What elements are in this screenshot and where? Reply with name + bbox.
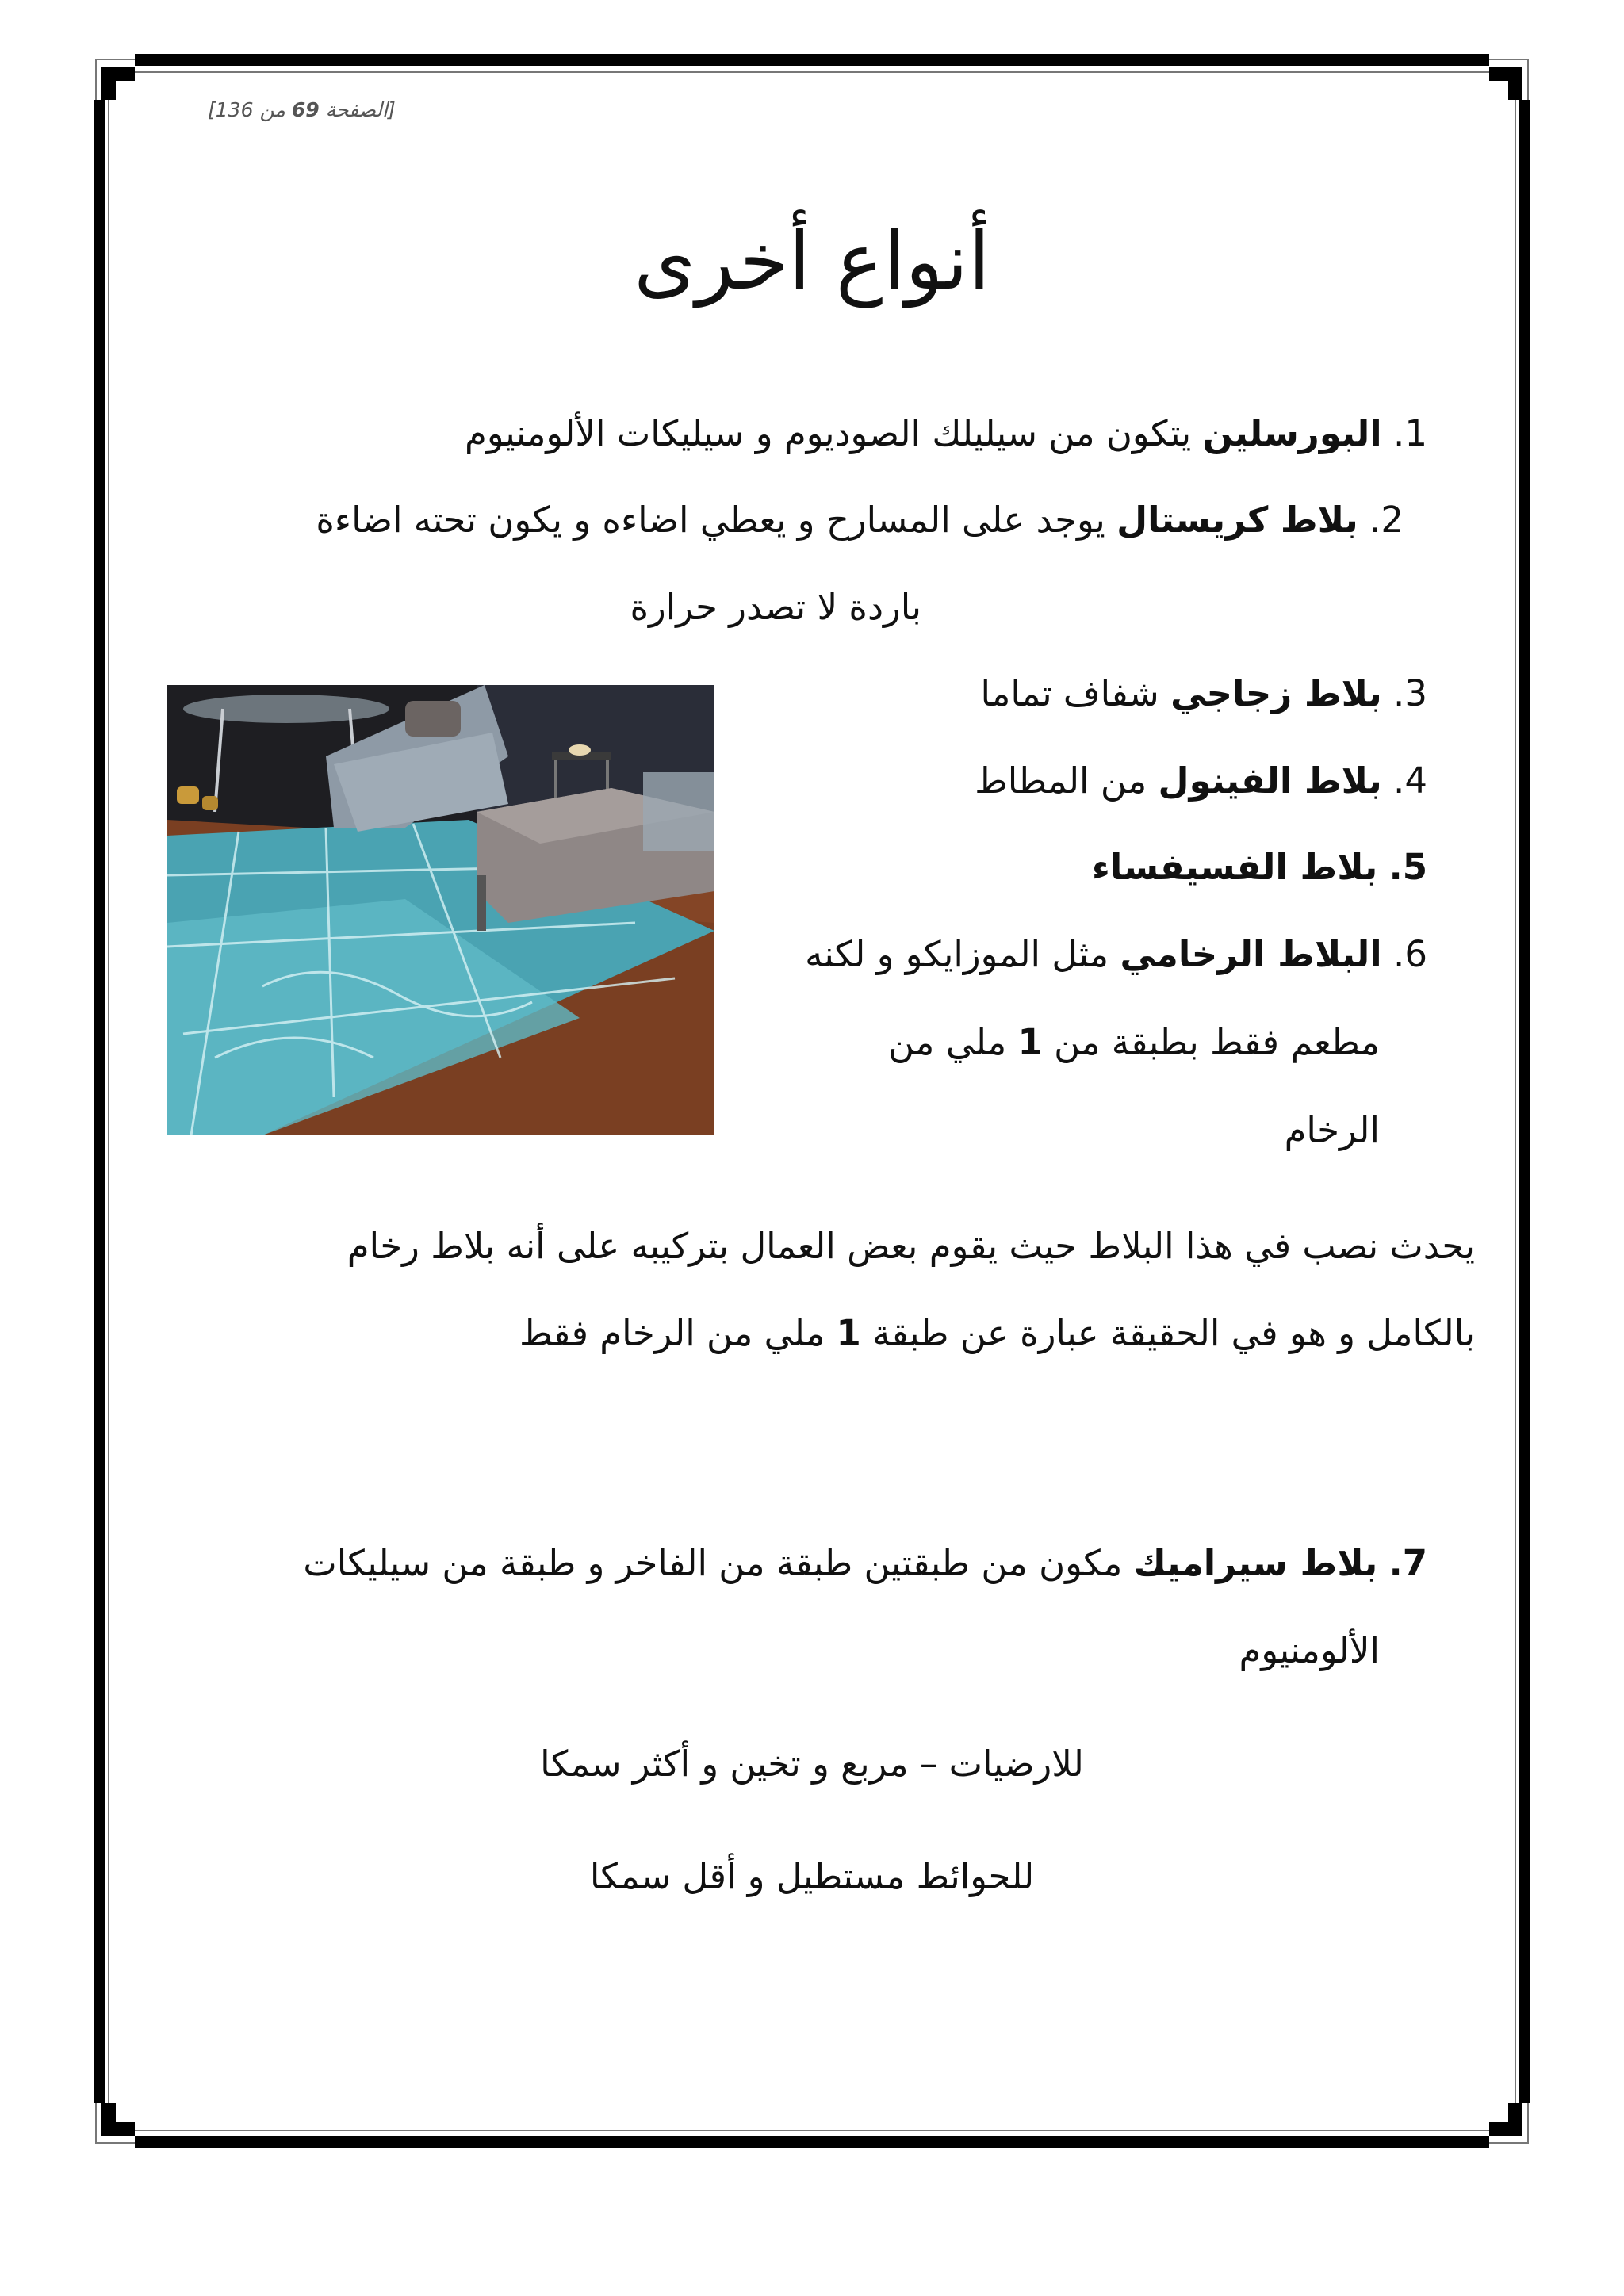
border-right-bar	[1519, 100, 1530, 2103]
list-item-text: من المطاط	[975, 760, 1159, 802]
list-item-1	[465, 410, 1427, 457]
list-item-5	[1092, 844, 1427, 891]
border-top-bar	[135, 54, 1489, 66]
continuation-text: مطعم فقط بطبقة من	[1042, 1021, 1380, 1063]
list-item-number: 6.	[1393, 933, 1427, 975]
list-item-number: 7.	[1388, 1542, 1427, 1584]
list-item-number: 5.	[1388, 846, 1427, 888]
list-item-term: بلاط كريستال	[1116, 499, 1358, 541]
list-item-number: 1.	[1393, 412, 1427, 454]
list-item-text: مكون من طبقتين طبقة من الفاخر و طبقة من سيليكات	[303, 1542, 1134, 1584]
paragraph-text-end: ملي من الرخام فقط	[519, 1312, 837, 1354]
list-item-term: البلاط الرخامي	[1120, 933, 1382, 975]
list-item-2-continuation: باردة لا تصدر حرارة	[630, 586, 921, 628]
list-item-4	[975, 757, 1427, 805]
border-corner-notch-bl	[116, 2103, 135, 2122]
list-item-7	[303, 1540, 1427, 1587]
border-left-bar	[94, 100, 105, 2103]
page-number	[208, 98, 396, 121]
border-corner-notch-tr	[1489, 81, 1508, 100]
list-item-term: البورسلين	[1202, 412, 1382, 454]
page-number-prefix: [الصفحة	[325, 98, 396, 121]
list-item-number: 2.	[1369, 499, 1404, 541]
glass-floor-photo-icon	[167, 685, 714, 1135]
list-item-text: مثل الموزايكو و لكنه	[805, 933, 1120, 975]
border-corner-notch-br	[1489, 2103, 1508, 2122]
list-item-2	[316, 496, 1404, 544]
paragraph-line-2	[519, 1310, 1475, 1357]
list-item-term: بلاط الفينول	[1158, 760, 1382, 802]
list-item-text: شفاف تماما	[980, 672, 1171, 714]
note-floors: للارضيات – مربع و تخين و أكثر سمكا	[540, 1743, 1084, 1785]
list-item-number: 4.	[1393, 760, 1427, 802]
list-item-3	[981, 670, 1427, 718]
border-bottom-bar	[135, 2136, 1489, 2148]
paragraph-line-1: يحدث نصب في هذا البلاط حيث يقوم بعض العمال بتركيبه على أنه بلاط رخام	[347, 1225, 1475, 1267]
continuation-bold-number: 1	[1017, 1021, 1043, 1063]
list-item-7-continuation: الألومنيوم	[1239, 1629, 1380, 1671]
continuation-text-end: ملي من	[888, 1021, 1018, 1063]
list-item-term: بلاط زجاجي	[1170, 672, 1382, 714]
list-item-6	[805, 931, 1427, 978]
note-walls: للحوائط مستطيل و أقل سمكا	[589, 1855, 1035, 1897]
page-title: أنواع أخرى	[634, 215, 990, 308]
list-item-term: بلاط سيراميك	[1133, 1542, 1378, 1584]
page-number-total: 136	[215, 98, 254, 121]
list-item-text: يوجد على المسارح و يعطي اضاءه و يكون تحته اضاءة	[316, 499, 1117, 541]
border-corner-notch-tl	[116, 81, 135, 100]
list-item-term: بلاط الفسيفساء	[1091, 846, 1378, 888]
paragraph-text: بالكامل و هو في الحقيقة عبارة عن طبقة	[860, 1312, 1475, 1354]
page-number-current: 69	[291, 98, 320, 121]
glass-tile-floor-photo	[167, 685, 714, 1135]
list-item-text: يتكون من سيليلك الصوديوم و سيليكات الألومنيوم	[465, 412, 1203, 454]
paragraph-bold-number: 1	[836, 1312, 861, 1354]
list-item-6-continuation-2: الرخام	[1284, 1109, 1380, 1151]
list-item-6-continuation-1	[888, 1019, 1380, 1066]
page-number-suffix: ]	[208, 98, 216, 121]
page-number-of: من	[259, 98, 285, 121]
list-item-number: 3.	[1393, 672, 1427, 714]
